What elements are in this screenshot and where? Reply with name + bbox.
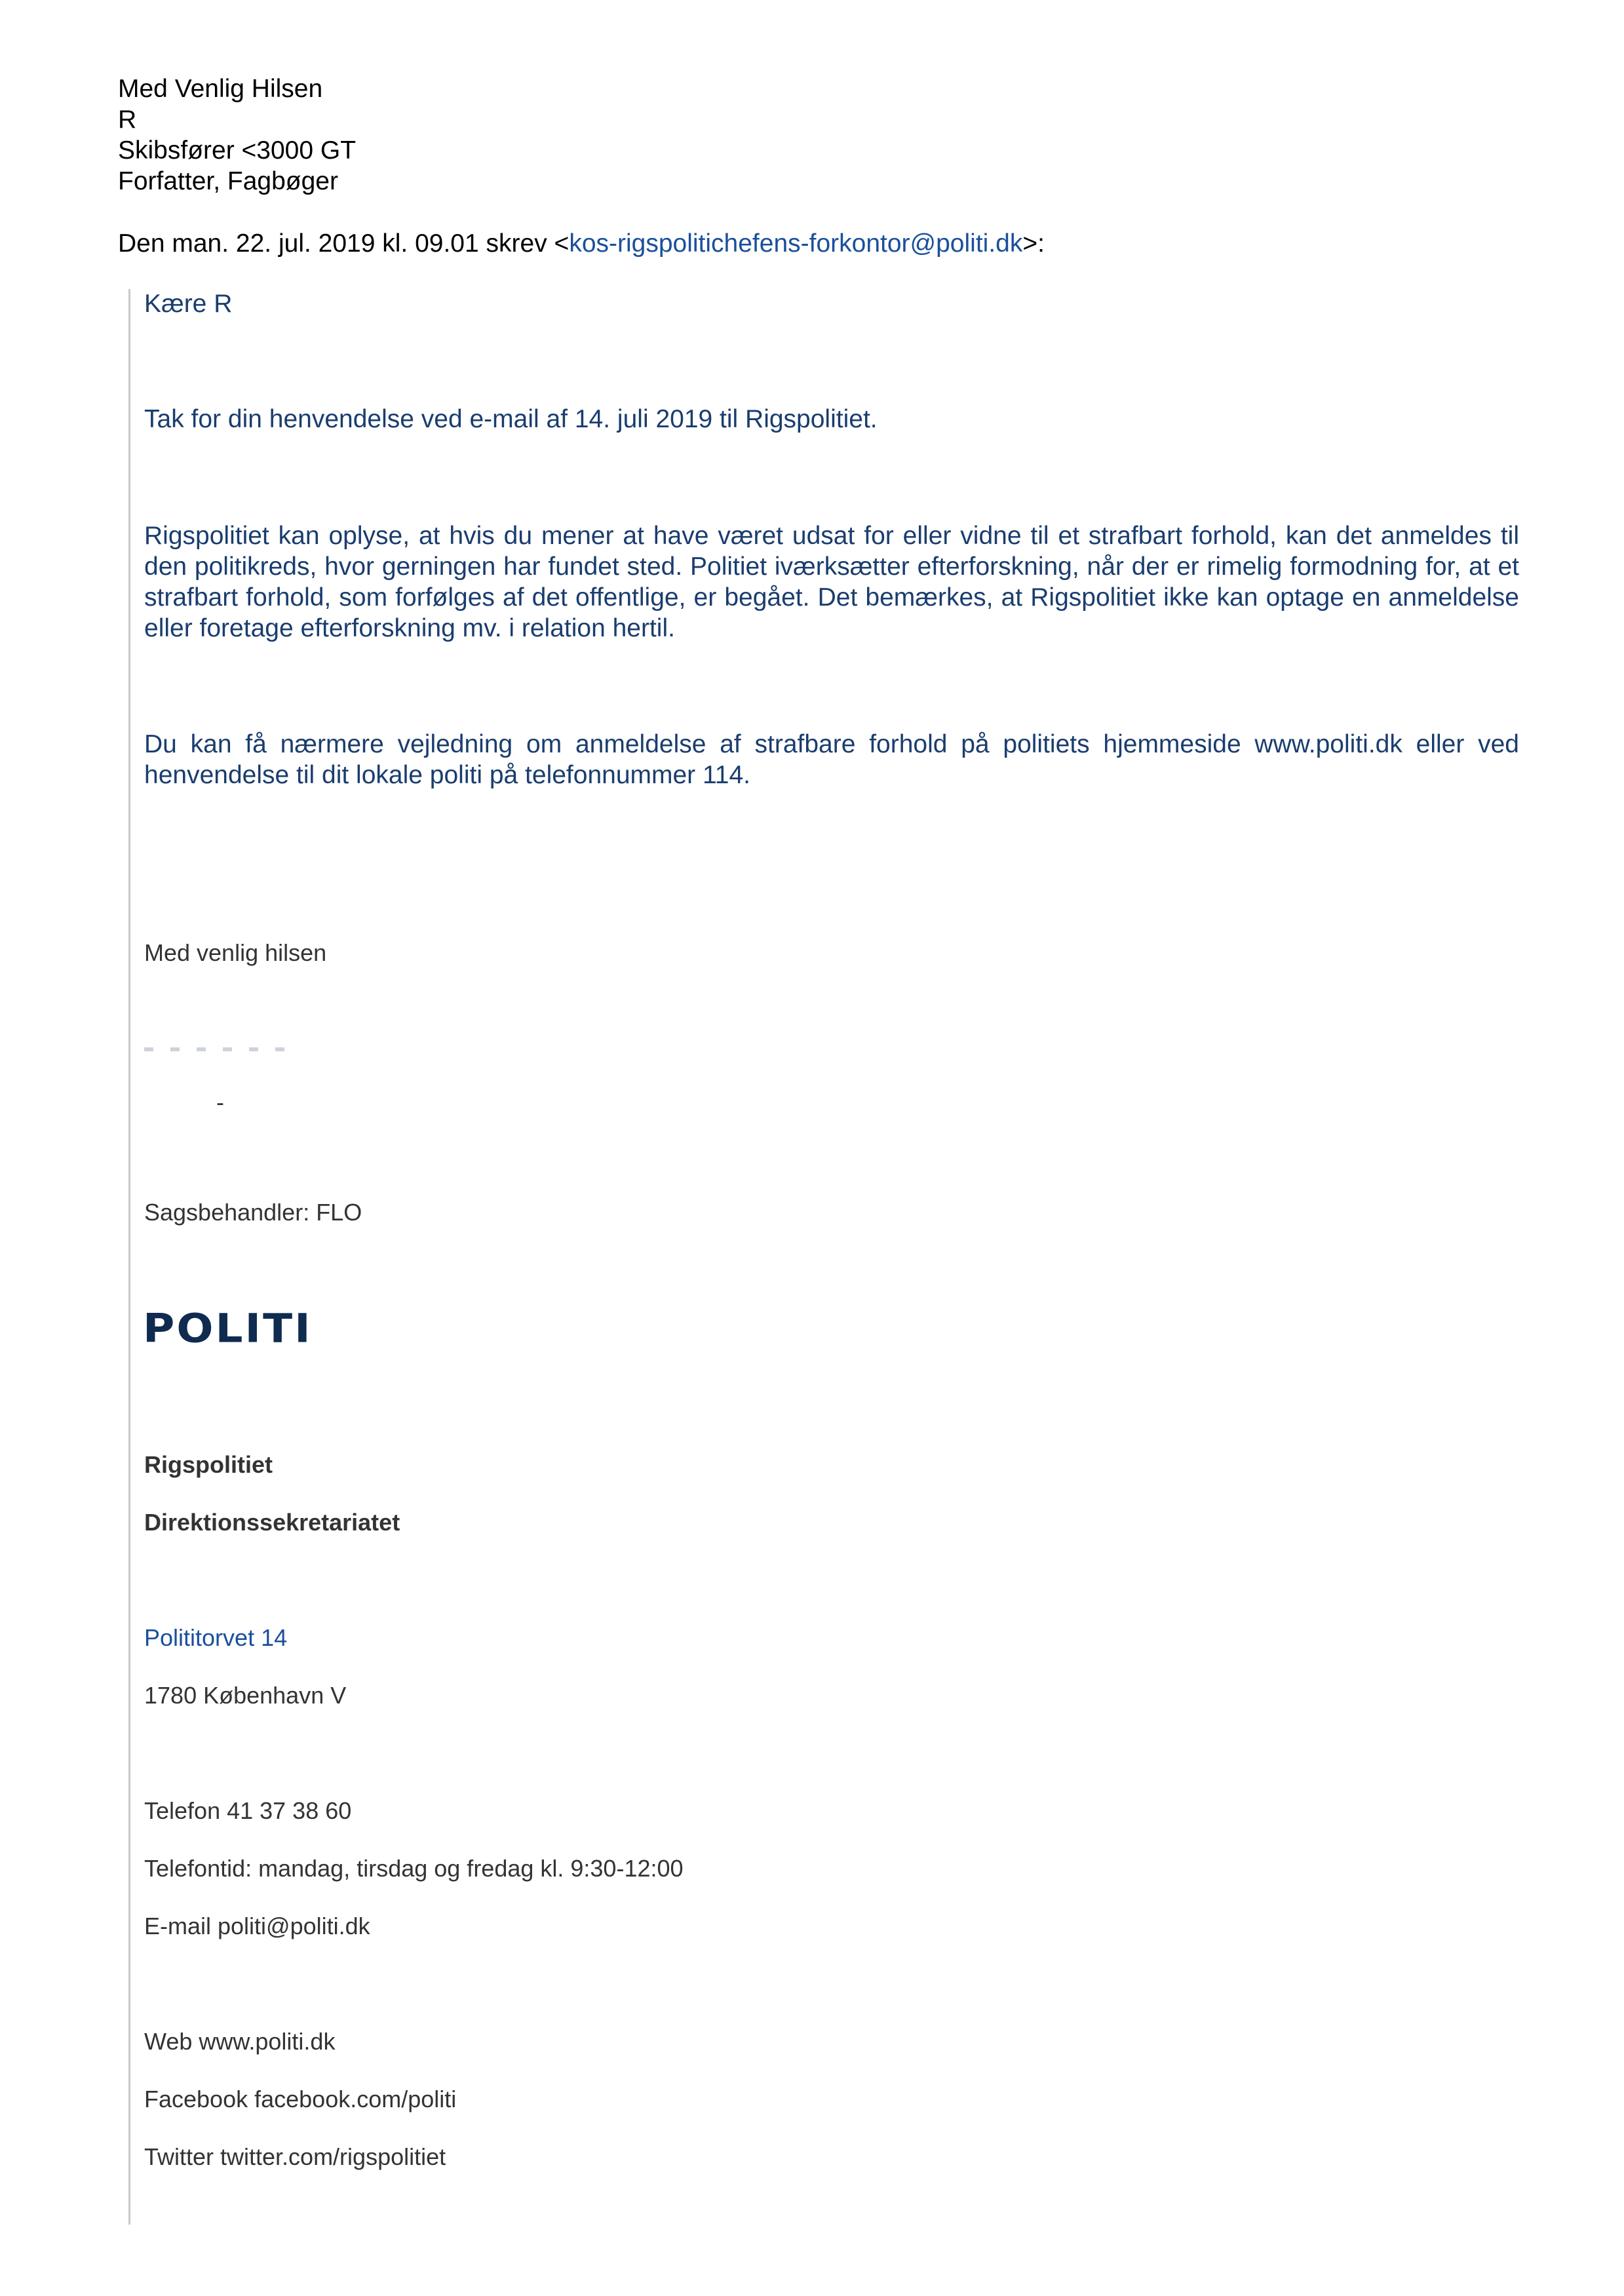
redacted-name (144, 1047, 301, 1051)
contact-twitter: Twitter twitter.com/rigspolitiet (144, 2143, 446, 2170)
signature-title: Skibsfører <3000 GT (118, 136, 357, 165)
sender-email-link[interactable]: kos-rigspolitichefens-forkontor@politi.dk (569, 229, 1023, 258)
quoted-para-thanks: Tak for din henvendelse ved e-mail af 14. juli 2019 til Rigspolitiet. (144, 405, 878, 433)
quoted-para-guidance: Du kan få nærmere vejledning om anmeldelse af strafbare forhold på politiets hjemmeside www.politi.dk eller ved henvendelse til dit lokale politi på telefonnummer 114. (144, 730, 1519, 789)
contact-web: Web www.politi.dk (144, 2028, 336, 2055)
contact-email: E-mail politi@politi.dk (144, 1913, 370, 1939)
quoted-closing: Med venlig hilsen (144, 939, 327, 966)
address-city: 1780 København V (144, 1682, 347, 1709)
redacted-dash: - (216, 1089, 224, 1116)
signature-name: R (118, 106, 137, 134)
quoted-greeting: Kære R (144, 290, 233, 318)
org-department: Direktionssekretariatet (144, 1509, 400, 1536)
reply-header-prefix: Den man. 22. jul. 2019 kl. 09.01 skrev < (118, 229, 570, 258)
reply-header-suffix: >: (1022, 229, 1045, 258)
signature-profession: Forfatter, Fagbøger (118, 167, 338, 195)
reply-header (118, 228, 1045, 259)
contact-facebook: Facebook facebook.com/politi (144, 2086, 457, 2112)
org-name: Rigspolitiet (144, 1451, 273, 1478)
case-handler: Sagsbehandler: FLO (144, 1199, 362, 1226)
signature-greeting: Med Venlig Hilsen (118, 75, 323, 103)
contact-phone: Telefon 41 37 38 60 (144, 1797, 352, 1824)
contact-phone-hours: Telefontid: mandag, tirsdag og fredag kl. 9:30-12:00 (144, 1855, 684, 1882)
politi-logo: POLITI (143, 1305, 313, 1352)
sender-signature (118, 73, 356, 197)
quote-bar (128, 289, 130, 2225)
address-street-link[interactable]: Polititorvet 14 (144, 1624, 288, 1651)
quoted-para-info: Rigspolitiet kan oplyse, at hvis du mener at have været udsat for eller vidne til et strafbart forhold, kan det anmeldes til den politikreds, hvor gerningen har fundet sted. Politiet iværksætter efterforskning, når der er rimelig formodning for, at et strafbart forhold, som forfølges af det offentlige, er begået. Det bemærkes, at Rigspolitiet ikke kan optage en anmeldelse eller foretage efterforskning mv. i relation hertil. (144, 522, 1519, 642)
